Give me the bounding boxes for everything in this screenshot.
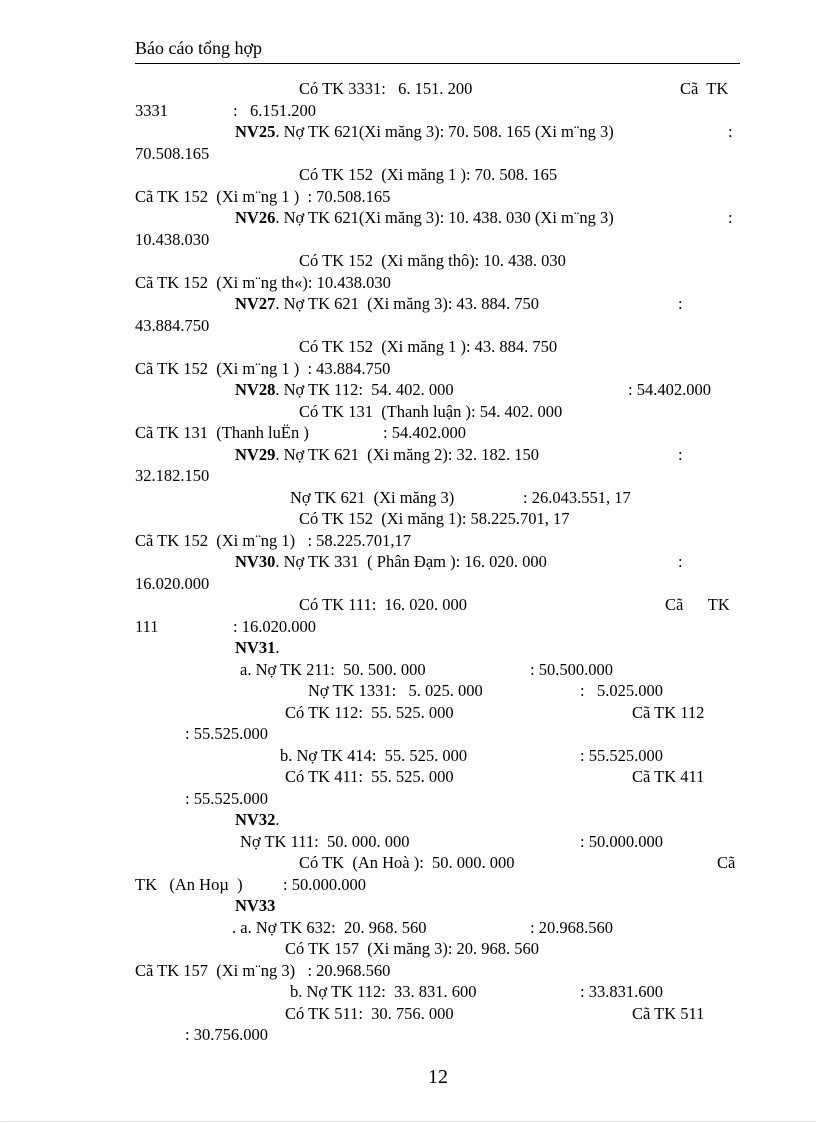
text-line: 111 : 16.020.000 [135,616,316,636]
text-line: : 55.525.000 [185,724,268,743]
text-line: a. Nợ TK 211: 50. 500. 000 : 50.500.000 [240,659,613,679]
text-line: 70.508.165 [135,143,210,163]
text-line: NV31. [235,638,280,657]
text-line: Cã TK 152 (Xi m¨ng th«): 10.438.030 [135,272,391,292]
text-line: 43.884.750 [135,315,210,335]
text-line: Có TK 3331: 6. 151. 200 Cã TK [299,79,729,98]
text-line: Nợ TK 621 (Xi măng 3) : 26.043.551, 17 [290,487,631,507]
text-line: Có TK 152 (Xi măng 1): 58.225.701, 17 [299,509,570,528]
text-line: Có TK 152 (Xi măng 1 ): 70. 508. 165 [299,165,558,184]
text-line: Có TK 411: 55. 525. 000 Cã TK 411 [285,767,705,786]
text-line: 10.438.030 [135,229,210,249]
page-header [135,38,740,64]
text-line: NV32. [235,810,280,829]
header-title: Báo cáo tổng hợp [135,38,262,58]
text-line: Có TK 112: 55. 525. 000 Cã TK 112 [285,702,705,722]
text-line: . a. Nợ TK 632: 20. 968. 560 : 20.968.560 [232,917,613,937]
text-line: NV33 [235,896,276,915]
text-line: Có TK 111: 16. 020. 000 Cã TK [299,595,730,614]
page-number: 12 [428,1066,448,1088]
text-line: Có TK 511: 30. 756. 000 Cã TK 511 [285,1003,705,1023]
text-line: Cã TK 152 (Xi m¨ng 1 ) : 70.508.165 [135,186,391,206]
page-divider [0,1121,816,1122]
text-line: Cã TK 157 (Xi m¨ng 3) : 20.968.560 [135,960,391,980]
text-line: : 55.525.000 [185,788,268,808]
text-line: b. Nợ TK 112: 33. 831. 600 : 33.831.600 [290,982,663,1001]
text-line: NV28. Nợ TK 112: 54. 402. 000 : 54.402.000 [235,380,711,399]
text-line: Có TK (An Hoà ): 50. 000. 000 Cã [299,853,736,872]
text-line: TK (An Hoµ ) : 50.000.000 [135,874,366,894]
text-line: 3331 : 6.151.200 [135,100,316,120]
text-line: NV25. Nợ TK 621(Xi măng 3): 70. 508. 165 (Xi m¨ng 3) : [235,122,733,141]
text-line: NV30. Nợ TK 331 ( Phân Đạm ): 16. 020. 000 : [235,552,683,571]
text-line: Nợ TK 111: 50. 000. 000 : 50.000.000 [240,831,663,851]
text-line: Cã TK 152 (Xi m¨ng 1) : 58.225.701,17 [135,530,412,550]
text-line: NV27. Nợ TK 621 (Xi măng 3): 43. 884. 750 : [235,294,683,313]
text-line: Cã TK 131 (Thanh luËn ) : 54.402.000 [135,423,466,442]
text-line: b. Nợ TK 414: 55. 525. 000 : 55.525.000 [280,745,663,765]
text-line: Có TK 152 (Xi măng 1 ): 43. 884. 750 [299,337,558,356]
text-line: NV29. Nợ TK 621 (Xi măng 2): 32. 182. 150 : [235,444,683,464]
text-line: : 30.756.000 [185,1025,268,1044]
text-line: Có TK 157 (Xi măng 3): 20. 968. 560 [285,939,540,958]
text-line: 32.182.150 [135,466,210,485]
text-line: NV26. Nợ TK 621(Xi măng 3): 10. 438. 030 (Xi m¨ng 3) : [235,208,733,227]
text-line: Nợ TK 1331: 5. 025. 000 : 5.025.000 [308,681,663,700]
text-line: 16.020.000 [135,573,210,593]
text-line: Có TK 152 (Xi măng thô): 10. 438. 030 [299,251,566,270]
text-line: Cã TK 152 (Xi m¨ng 1 ) : 43.884.750 [135,358,391,378]
text-line: Có TK 131 (Thanh luận ): 54. 402. 000 [299,401,563,421]
